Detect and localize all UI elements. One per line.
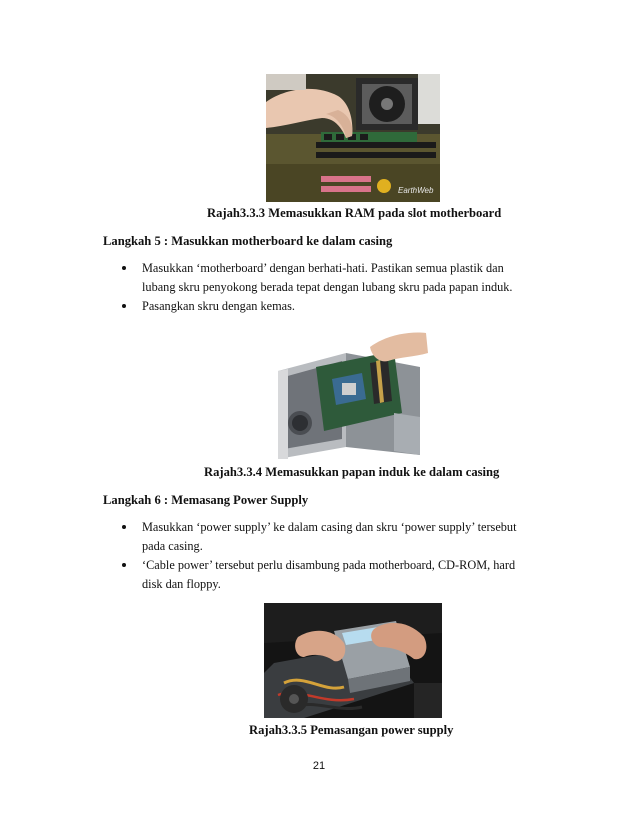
figure-caption: Rajah3.3.3 Memasukkan RAM pada slot motherboard — [207, 206, 502, 220]
list-item — [118, 556, 538, 593]
list-item — [118, 518, 538, 555]
figure-ram-install-photo — [266, 74, 440, 202]
bullet-icon — [122, 563, 126, 567]
bullet-icon — [122, 266, 126, 270]
watermark-text: EarthWeb — [398, 186, 434, 195]
list-item-text: ‘Cable power’ tersebut perlu disambung pada motherboard, CD-ROM, hard disk dan floppy. — [142, 558, 516, 591]
page-number: 21 — [312, 760, 326, 772]
list-item — [118, 259, 538, 296]
step-bullet-list — [118, 518, 538, 594]
step-bullet-list — [118, 259, 538, 317]
figure-casing-photo — [276, 327, 428, 461]
step-heading: Langkah 6 : Memasang Power Supply — [103, 493, 309, 507]
figure-caption: Rajah3.3.5 Pemasangan power supply — [249, 723, 454, 737]
figure-power-supply-photo — [264, 603, 442, 718]
bullet-icon — [122, 304, 126, 308]
list-item-text: Masukkan ‘motherboard’ dengan berhati-hati. Pastikan semua plastik dan lubang skru penyokong berada tepat dengan lubang skru pada papan induk. — [142, 261, 513, 294]
list-item-text: Pasangkan skru dengan kemas. — [142, 299, 295, 313]
step-heading: Langkah 5 : Masukkan motherboard ke dalam casing — [103, 234, 393, 248]
bullet-icon — [122, 525, 126, 529]
figure-caption: Rajah3.3.4 Memasukkan papan induk ke dalam casing — [204, 465, 500, 479]
list-item-text: Masukkan ‘power supply’ ke dalam casing dan skru ‘power supply’ tersebut pada casing. — [142, 520, 517, 553]
list-item — [118, 297, 538, 316]
